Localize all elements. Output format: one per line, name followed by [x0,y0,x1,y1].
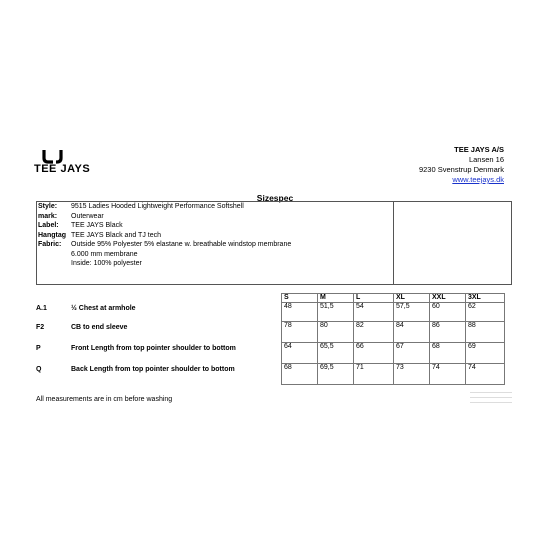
measure-code: A.1 [36,305,47,312]
signature-line [470,397,512,398]
signature-line [470,402,512,403]
table-cell: 69 [466,343,505,364]
logo-wordmark: TEE JAYS [34,163,91,175]
table-cell: 84 [394,322,430,343]
table-cell: 71 [354,364,394,385]
table-cell: 48 [282,303,318,322]
table-cell: 68 [282,364,318,385]
signature-line [470,392,512,393]
table-cell: 82 [354,322,394,343]
table-cell: 80 [318,322,354,343]
info-value: TEE JAYS Black and TJ tech [71,231,162,239]
company-name: TEE JAYS A/S [454,145,504,154]
table-row [282,343,505,364]
info-value: TEE JAYS Black [71,222,123,229]
measure-label: Front Length from top pointer shoulder to bottom [71,345,236,352]
table-cell: 57,5 [394,303,430,322]
size-table [281,293,505,385]
table-row [282,322,505,343]
size-header: M [318,294,354,303]
info-value: 9515 Ladies Hooded Lightweight Performance Softshell [71,203,244,210]
table-cell: 60 [430,303,466,322]
measure-code: F2 [36,324,45,331]
info-key: Fabric: [38,241,62,248]
table-row [282,364,505,385]
company-website-link[interactable]: www.teejays.dk [452,175,504,184]
info-value: 6.000 mm membrane [71,250,138,258]
company-address [419,145,504,185]
info-value: Inside: 100% polyester [71,260,142,267]
table-cell: 66 [354,343,394,364]
info-value: Outside 95% Polyester 5% elastane w. breathable windstop membrane [71,241,292,248]
company-street: Lansen 16 [468,155,504,164]
table-cell: 65,5 [318,343,354,364]
measure-code: P [36,345,41,352]
table-cell: 67 [394,343,430,364]
document-title: Sizespec [256,193,294,203]
company-city: 9230 Svenstrup Denmark [418,165,504,174]
size-header: XXL [430,294,466,303]
info-key: Label: [38,222,59,229]
table-cell: 73 [394,364,430,385]
measurement-note: All measurements are in cm before washing [36,396,173,403]
table-cell: 74 [430,364,466,385]
table-cell: 86 [430,322,466,343]
info-key: Style: [38,203,58,210]
table-row [282,303,505,322]
measure-code: Q [36,366,42,373]
size-header: S [282,294,318,303]
table-cell: 69,5 [318,364,354,385]
size-header: L [354,294,394,303]
measure-label: ½ Chest at armhole [71,305,136,312]
measure-label: CB to end sleeve [71,324,128,331]
table-cell: 74 [466,364,505,385]
measure-label: Back Length from top pointer shoulder to bottom [71,366,235,373]
info-key: mark: [38,212,58,220]
table-cell: 78 [282,322,318,343]
table-cell: 88 [466,322,505,343]
size-header: XL [394,294,430,303]
info-value: Outerwear [71,212,104,220]
info-box-divider [393,201,394,285]
table-cell: 64 [282,343,318,364]
size-header: 3XL [466,294,505,303]
table-cell: 51,5 [318,303,354,322]
table-cell: 62 [466,303,505,322]
table-cell: 54 [354,303,394,322]
table-cell: 68 [430,343,466,364]
info-key: Hangtag [38,231,66,239]
